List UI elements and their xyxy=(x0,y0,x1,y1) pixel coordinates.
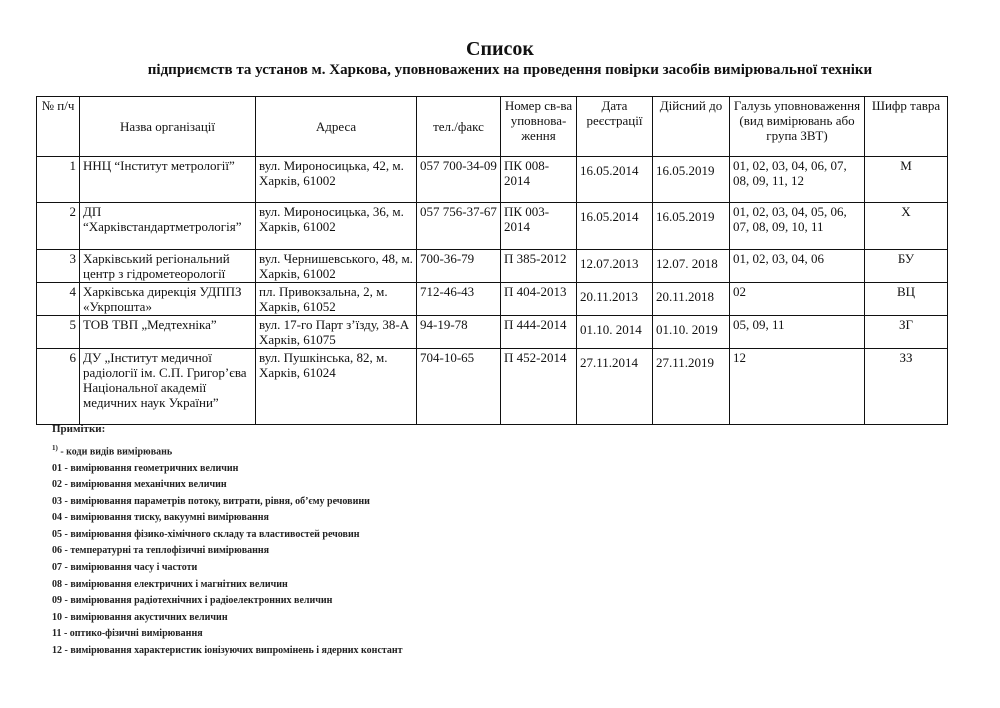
header-number: № п/ч xyxy=(37,97,80,157)
cell-certificate: П 404-2013 xyxy=(501,283,577,316)
notes-heading: Примітки: xyxy=(52,423,106,435)
cell-certificate: П 452-2014 xyxy=(501,349,577,425)
cell-certificate: ПК 008-2014 xyxy=(501,157,577,203)
cell-scope: 01, 02, 03, 04, 06 xyxy=(730,250,865,283)
note-item: 07 - вимірювання часу і частоти xyxy=(52,562,198,574)
cell-address: вул. Чернишевського, 48, м. Харків, 61002 xyxy=(256,250,417,283)
note-item: 08 - вимірювання електричних і магнітних величин xyxy=(52,578,288,590)
cell-valid-until: 20.11.2018 xyxy=(653,283,730,316)
header-phone: тел./факс xyxy=(417,97,501,157)
table-row xyxy=(37,203,948,250)
cell-scope: 05, 09, 11 xyxy=(730,316,865,349)
cell-valid-until: 27.11.2019 xyxy=(653,349,730,425)
cell-certificate: П 385-2012 xyxy=(501,250,577,283)
cell-scope: 01, 02, 03, 04, 06, 07, 08, 09, 11, 12 xyxy=(730,157,865,203)
document-subtitle: підприємств та установ м. Харкова, уповноважених на проведення повірки засобів вимірювальної техніки xyxy=(147,62,873,78)
cell-registration-date: 16.05.2014 xyxy=(577,203,653,250)
cell-valid-until: 01.10. 2019 xyxy=(653,316,730,349)
cell-number: 4 xyxy=(37,283,80,316)
cell-address: пл. Привокзальна, 2, м. Харків, 61052 xyxy=(256,283,417,316)
note-item: 04 - вимірювання тиску, вакуумні вимірювання xyxy=(52,512,269,524)
note-item: 12 - вимірювання характеристик іонізуючих випромінень і ядерних констант xyxy=(52,645,403,657)
cell-scope: 12 xyxy=(730,349,865,425)
cell-address: вул. Пушкінська, 82, м. Харків, 61024 xyxy=(256,349,417,425)
cell-name: Харківський регіональний центр з гідрометеорології xyxy=(80,250,256,283)
header-address: Адреса xyxy=(256,97,417,157)
table-header-row xyxy=(37,97,948,157)
table-row xyxy=(37,349,948,425)
cell-scope: 01, 02, 03, 04, 05, 06, 07, 08, 09, 10, 11 xyxy=(730,203,865,250)
cell-name: ТОВ ТВП „Медтехніка” xyxy=(80,316,256,349)
organizations-table xyxy=(36,96,948,425)
cell-number: 1 xyxy=(37,157,80,203)
cell-phone: 057 700-34-09 xyxy=(417,157,501,203)
cell-phone: 057 756-37-67 xyxy=(417,203,501,250)
header-certificate: Номер св-ва уповнова-ження xyxy=(501,97,577,157)
header-valid-until: Дійсний до xyxy=(653,97,730,157)
cell-phone: 704-10-65 xyxy=(417,349,501,425)
cell-number: 3 xyxy=(37,250,80,283)
cell-certificate: ПК 003-2014 xyxy=(501,203,577,250)
note-item: 03 - вимірювання параметрів потоку, витрати, рівня, об’єму речовини xyxy=(52,495,370,507)
notes-section xyxy=(52,421,403,660)
cell-registration-date: 16.05.2014 xyxy=(577,157,653,203)
header-stamp-code: Шифр тавра xyxy=(865,97,948,157)
cell-stamp-code: Х xyxy=(865,203,948,250)
cell-valid-until: 16.05.2019 xyxy=(653,157,730,203)
cell-valid-until: 16.05.2019 xyxy=(653,203,730,250)
cell-name: ДП “Харківстандартметрологія” xyxy=(80,203,256,250)
footnote-mark: 1) xyxy=(52,443,58,452)
cell-number: 6 xyxy=(37,349,80,425)
cell-registration-date: 12.07.2013 xyxy=(577,250,653,283)
cell-stamp-code: ЗГ xyxy=(865,316,948,349)
table-row xyxy=(37,283,948,316)
cell-address: вул. 17-го Парт з’їзду, 38-А Харків, 61075 xyxy=(256,316,417,349)
header-registration-date: Дата реєстрації xyxy=(577,97,653,157)
cell-phone: 712-46-43 xyxy=(417,283,501,316)
footnote-text: - коди видів вимірювань xyxy=(57,445,173,457)
note-item: 02 - вимірювання механічних величин xyxy=(52,479,227,491)
cell-registration-date: 01.10. 2014 xyxy=(577,316,653,349)
document-title: Список xyxy=(466,38,534,60)
cell-address: вул. Мироносицька, 42, м. Харків, 61002 xyxy=(256,157,417,203)
cell-valid-until: 12.07. 2018 xyxy=(653,250,730,283)
note-item: 06 - температурні та теплофізичні вимірювання xyxy=(52,545,270,557)
note-item: 10 - вимірювання акустичних величин xyxy=(52,611,228,623)
table-row xyxy=(37,250,948,283)
table-row xyxy=(37,316,948,349)
cell-scope: 02 xyxy=(730,283,865,316)
header-name: Назва організації xyxy=(80,97,256,157)
cell-certificate: П 444-2014 xyxy=(501,316,577,349)
cell-stamp-code: М xyxy=(865,157,948,203)
header-scope: Галузь уповноваження (вид вимірювань або група ЗВТ) xyxy=(730,97,865,157)
cell-stamp-code: ВЦ xyxy=(865,283,948,316)
cell-registration-date: 27.11.2014 xyxy=(577,349,653,425)
note-item: 09 - вимірювання радіотехнічних і радіоелектронних величин xyxy=(52,595,333,607)
cell-name: Харківська дирекція УДППЗ «Укрпошта» xyxy=(80,283,256,316)
cell-stamp-code: БУ xyxy=(865,250,948,283)
cell-registration-date: 20.11.2013 xyxy=(577,283,653,316)
note-item: 05 - вимірювання фізико-хімічного складу та властивостей речовин xyxy=(52,528,360,540)
cell-stamp-code: ЗЗ xyxy=(865,349,948,425)
cell-name: ННЦ “Інститут метрології” xyxy=(80,157,256,203)
cell-phone: 700-36-79 xyxy=(417,250,501,283)
notes-footnote xyxy=(52,440,403,461)
cell-number: 5 xyxy=(37,316,80,349)
table-row xyxy=(37,157,948,203)
cell-address: вул. Мироносицька, 36, м. Харків, 61002 xyxy=(256,203,417,250)
note-item: 11 - оптико-фізичні вимірювання xyxy=(52,628,203,640)
cell-number: 2 xyxy=(37,203,80,250)
note-item: 01 - вимірювання геометричних величин xyxy=(52,462,239,474)
cell-name: ДУ „Інститут медичної радіології ім. С.П. Григор’єва Національної академії медичних наук України” xyxy=(80,349,256,425)
cell-phone: 94-19-78 xyxy=(417,316,501,349)
